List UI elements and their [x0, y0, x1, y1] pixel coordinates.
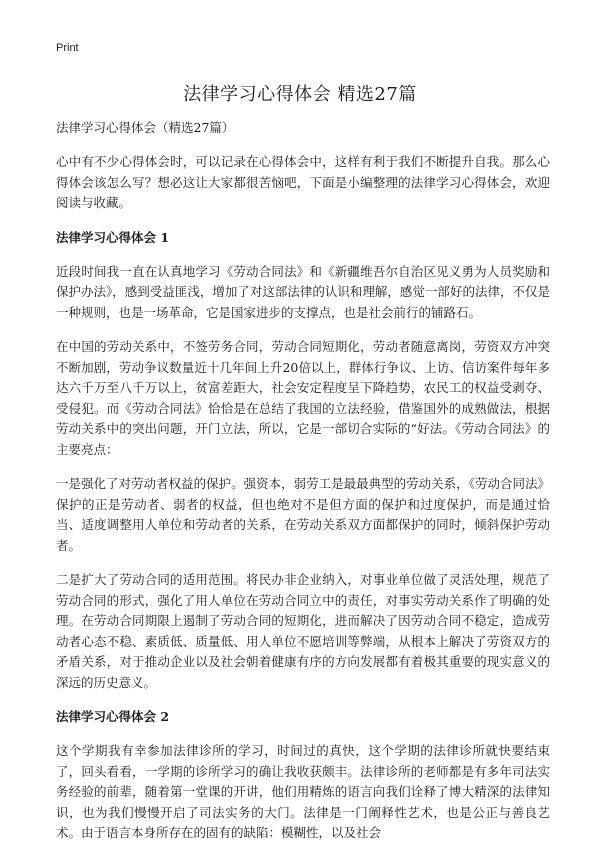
section-2-paragraph-1: 这个学期我有幸参加法律诊所的学习，时间过的真快，这个学期的法律诊所就快要结束了，回头看看，一学期的诊所学习的确让我收获颇丰。法律诊所的老师都是有多年司法实务经验的前辈，随着第一堂课的开讲，他们用精炼的语言向我们诠释了博大精深的法律知识，也为我们慢慢开启了司法实务的大门。法律是一门阐释性艺术，也是公正与善良艺术。由于语言本身所存在的固有的缺陷：模糊性，以及社会 [56, 743, 550, 840]
section-heading-1: 法律学习心得体会 1 [56, 229, 170, 245]
section-1-paragraph-3: 一是强化了对劳动者权益的保护。强资本，弱劳工是最最典型的劳动关系，《劳动合同法》保护的正是劳动者、弱者的权益，但也绝对不是但方面的保护和过度保护，而是通过恰当、适度调整用人单位和劳动者的关系，在劳动关系双方面都保护的同时，倾斜保护劳动者。 [56, 476, 550, 553]
print-link[interactable]: Print [56, 42, 79, 54]
document-title: 法律学习心得体会 精选27篇 [183, 84, 417, 105]
intro-paragraph: 心中有不少心得体会时，可以记录在心得体会中，这样有利于我们不断提升自我。那么心得体会该怎么写？想必这让大家都很苦恼吧，下面是小编整理的法律学习心得体会，欢迎阅读与收藏。 [56, 154, 550, 210]
document-subtitle: 法律学习心得体会（精选27篇） [56, 120, 235, 135]
section-heading-2: 法律学习心得体会 2 [56, 709, 170, 724]
section-1-paragraph-1: 近段时间我一直在认真地学习《劳动合同法》和《新疆维吾尔自治区见义勇为人员奖励和保护办法》，感到受益匪浅，增加了对这部法律的认识和理解，感觉一部好的法律，不仅是一种规则，也是一场革命，它是国家进步的支撑点，也是社会前行的铺路石。 [56, 263, 550, 320]
section-1-paragraph-4: 二是扩大了劳动合同的适用范围。将民办非企业纳入，对事业单位做了灵活处理，规范了劳动合同的形式，强化了用人单位在劳动合同立中的责任，对事实劳动关系作了明确的处理。在劳动合同期限上遏制了劳动合同的短期化，进而解决了因劳动合同不稳定，造成劳动者心态不稳、素质低、质量低、用人单位不愿培训等弊端，从根本上解决了劳资双方的矛盾关系，对于推动企业以及社会朝着健康有序的方向发展都有着极其重要的现实意义的深远的历史意义。 [56, 572, 550, 690]
document-content [56, 118, 550, 858]
section-1-paragraph-2: 在中国的劳动关系中，不签劳务合同，劳动合同短期化，劳动者随意离岗，劳资双方冲突不断加剧，劳动争议数量近十几年间上升20倍以上，群体行争议、上访、信访案件每年多达六千万至八千万以上，贫富差距大，社会安定程度呈下降趋势，农民工的权益受剥夺、受侵犯。而《劳动合同法》恰恰是在总结了我国的立法经验，借鉴国外的成熟做法，根据劳动关系中的突出问题，开门立法，所以，它是一部切合实际的“好法。《劳动合同法》的主要亮点： [56, 339, 550, 457]
